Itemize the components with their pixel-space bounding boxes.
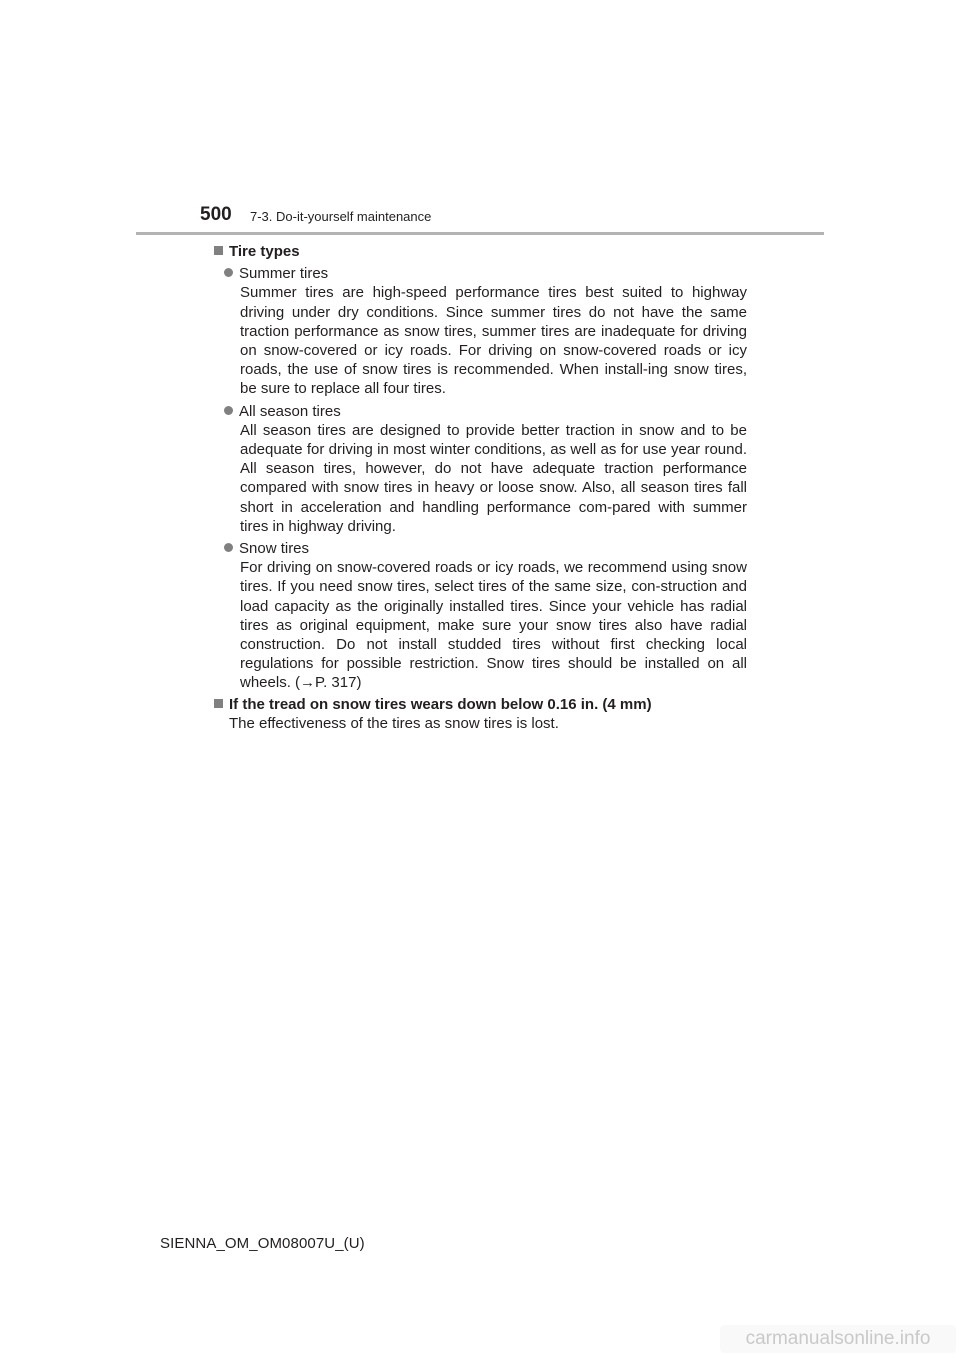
item-title: Summer tires bbox=[239, 265, 329, 283]
circle-bullet-icon bbox=[224, 406, 233, 415]
page-number: 500 bbox=[200, 204, 232, 225]
heading-text: Tire types bbox=[229, 243, 300, 260]
square-bullet-icon bbox=[214, 699, 223, 708]
section-heading bbox=[214, 242, 747, 261]
section-paragraph: The effectiveness of the tires as snow tires is lost. bbox=[229, 714, 559, 732]
section-heading bbox=[214, 695, 747, 714]
list-item-title bbox=[224, 264, 747, 283]
item-paragraph: Summer tires are high-speed performance tires best suited to highway driving under dry conditions. Since summer tires do not have the same traction performance as snow tires, summer tires are inadequate for driving on snow-covered or icy roads. For driving on snow-covered roads or icy roads, the use of snow tires is recommended. When install-ing snow tires, be sure to replace all four tires. bbox=[240, 284, 747, 398]
item-paragraph: All season tires are designed to provide better traction in snow and to be adequate for driving in most winter conditions, as well as for use year round. All season tires, however, do not have adequate traction performance compared with snow tires in heavy or loose snow. Also, all season tires fall short in acceleration and handling performance com-pared with summer tires in highway driving. bbox=[240, 421, 747, 535]
header-divider bbox=[136, 232, 824, 235]
page-content bbox=[212, 242, 747, 733]
circle-bullet-icon bbox=[224, 268, 233, 277]
square-bullet-icon bbox=[214, 246, 223, 255]
circle-bullet-icon bbox=[224, 543, 233, 552]
item-paragraph: For driving on snow-covered roads or icy roads, we recommend using snow tires. If you need snow tires, select tires of the same size, con-struction and load capacity as the originally installed tires. Since your vehicle has radial tires as original equipment, make sure your snow tires also have radial construction. Do not install studded tires without first checking local regulations for possible restriction. Snow tires should be installed on all wheels. (→P. 317) bbox=[240, 559, 747, 692]
watermark: carmanualsonline.info bbox=[720, 1325, 956, 1353]
list-item-title bbox=[224, 402, 747, 421]
item-title: All season tires bbox=[239, 402, 341, 420]
section-title: 7-3. Do-it-yourself maintenance bbox=[250, 209, 432, 224]
document-code: SIENNA_OM_OM08007U_(U) bbox=[160, 1235, 365, 1252]
heading-text: If the tread on snow tires wears down below 0.16 in. (4 mm) bbox=[229, 695, 652, 713]
item-title: Snow tires bbox=[239, 540, 310, 558]
list-item-title bbox=[224, 539, 747, 558]
